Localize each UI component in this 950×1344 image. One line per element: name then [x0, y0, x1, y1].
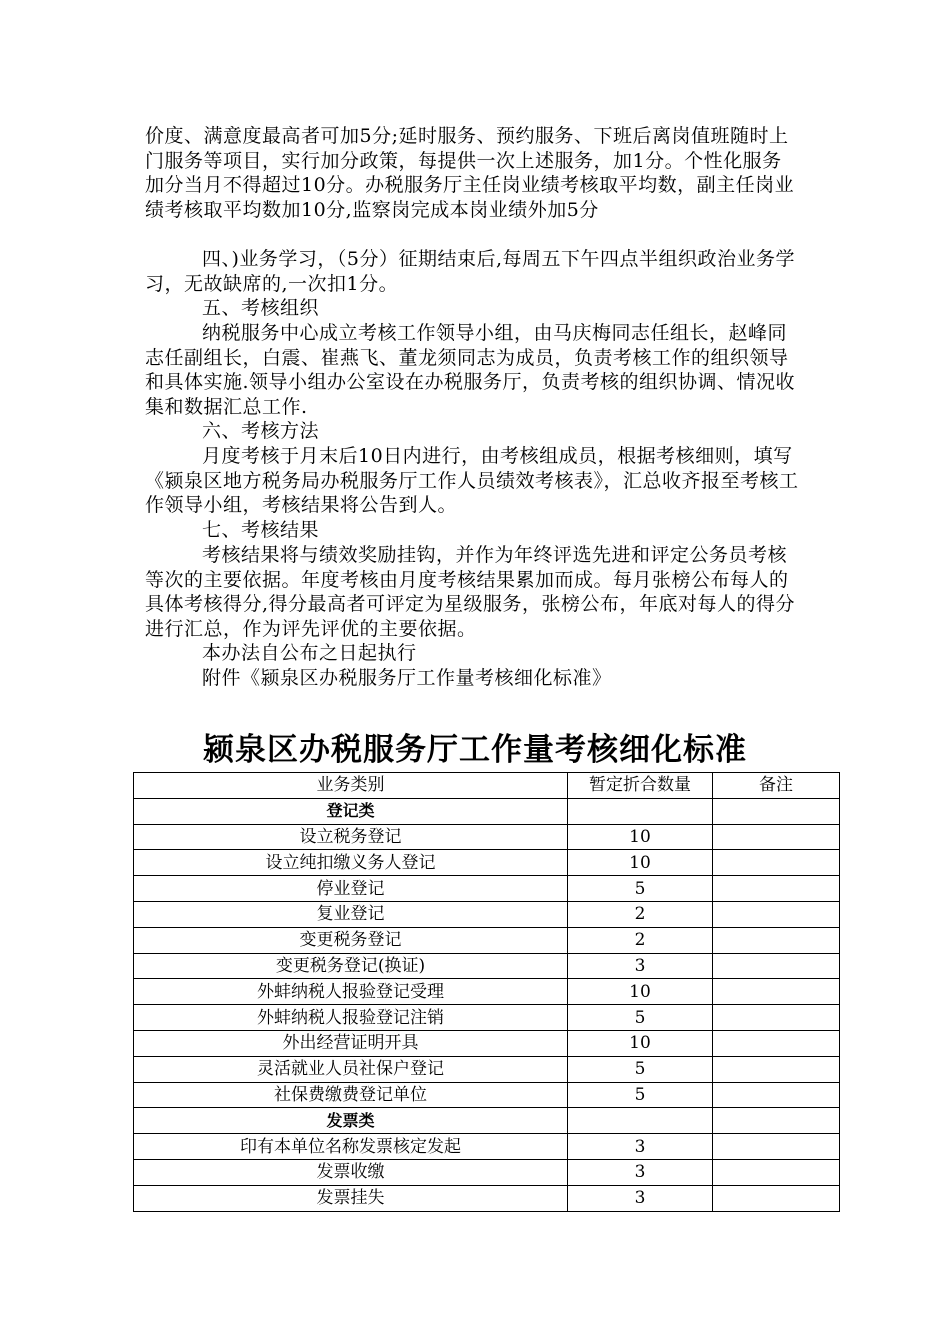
cell-category: 发票收缴: [134, 1159, 568, 1185]
cell-note: [713, 824, 840, 850]
cell-category: 印有本单位名称发票核定发起: [134, 1134, 568, 1160]
cell-note: [713, 1159, 840, 1185]
header-note: 备注: [713, 773, 840, 799]
cell-note: [713, 1082, 840, 1108]
table-row: [134, 1159, 840, 1185]
section-label: 发票类: [134, 1108, 568, 1134]
cell-note: [713, 927, 840, 953]
cell-quantity: [568, 798, 713, 824]
cell-quantity: 10: [568, 824, 713, 850]
section-heading-organization: 五、考核组织: [202, 297, 320, 319]
cell-quantity: [568, 1108, 713, 1134]
cell-quantity: 2: [568, 901, 713, 927]
cell-note: [713, 1005, 840, 1031]
cell-quantity: 3: [568, 953, 713, 979]
table-row: [134, 1056, 840, 1082]
cell-category: 变更税务登记(换证): [134, 953, 568, 979]
cell-category: 外出经营证明开具: [134, 1030, 568, 1056]
table-row: [134, 953, 840, 979]
cell-note: [713, 798, 840, 824]
cell-quantity: 3: [568, 1134, 713, 1160]
table-row: [134, 876, 840, 902]
section-label: 登记类: [134, 798, 568, 824]
cell-quantity: 3: [568, 1185, 713, 1211]
cell-note: [713, 850, 840, 876]
cell-category: 社保费缴费登记单位: [134, 1082, 568, 1108]
cell-note: [713, 1030, 840, 1056]
cell-note: [713, 901, 840, 927]
cell-note: [713, 876, 840, 902]
table-row: [134, 1185, 840, 1211]
paragraph-method: 月度考核于月末后10日内进行，由考核组成员，根据考核细则，填写《颍泉区地方税务局办税服务厅工作人员绩效考核表》，汇总收齐报至考核工作领导小组，考核结果将公告到人。: [145, 445, 799, 517]
cell-quantity: 3: [568, 1159, 713, 1185]
paragraph-organization: 纳税服务中心成立考核工作领导小组，由马庆梅同志任组长，赵峰同志任副组长，白震、崔燕飞、董龙须同志为成员，负责考核工作的组织领导和具体实施.领导小组办公室设在办税服务厅，负责考核的组织协调、情况收集和数据汇总工作.: [145, 322, 796, 418]
cell-category: 设立税务登记: [134, 824, 568, 850]
cell-category: 复业登记: [134, 901, 568, 927]
cell-quantity: 5: [568, 1005, 713, 1031]
cell-quantity: 10: [568, 850, 713, 876]
cell-quantity: 2: [568, 927, 713, 953]
cell-note: [713, 953, 840, 979]
table-row: [134, 927, 840, 953]
standards-table: [133, 772, 840, 1212]
table-title: 颍泉区办税服务厅工作量考核细化标准: [203, 732, 747, 768]
cell-category: 发票挂失: [134, 1185, 568, 1211]
cell-note: [713, 1056, 840, 1082]
cell-category: 变更税务登记: [134, 927, 568, 953]
cell-category: 外蚌纳税人报验登记注销: [134, 1005, 568, 1031]
paragraph-bonus-points: 价度、满意度最高者可加5分;延时服务、预约服务、下班后离岗值班随时上门服务等项目，实行加分政策，每提供一次上述服务，加1分。个性化服务加分当月不得超过10分。办税服务厅主任岗业绩考核取平均数，副主任岗业绩考核取平均数加10分,监察岗完成本岗业绩外加5分: [145, 125, 795, 221]
table-row: [134, 1134, 840, 1160]
table-row: [134, 850, 840, 876]
cell-quantity: 10: [568, 979, 713, 1005]
cell-note: [713, 1185, 840, 1211]
cell-category: 外蚌纳税人报验登记受理: [134, 979, 568, 1005]
table-row: [134, 1005, 840, 1031]
paragraph-attachment: 附件《颍泉区办税服务厅工作量考核细化标准》: [202, 667, 612, 689]
cell-quantity: 5: [568, 1056, 713, 1082]
paragraph-study: 四、)业务学习，（5分）征期结束后,每周五下午四点半组织政治业务学习，无故缺席的,一次扣1分。: [145, 248, 796, 295]
header-category: 业务类别: [134, 773, 568, 799]
table-row: [134, 1030, 840, 1056]
section-heading-result: 七、考核结果: [202, 519, 320, 541]
paragraph-effective: 本办法自公布之日起执行: [202, 642, 417, 664]
table-row: [134, 1082, 840, 1108]
table-header-row: [134, 773, 840, 799]
table-row: [134, 979, 840, 1005]
cell-quantity: 10: [568, 1030, 713, 1056]
cell-category: 停业登记: [134, 876, 568, 902]
table-section-row: [134, 798, 840, 824]
cell-category: 设立纯扣缴义务人登记: [134, 850, 568, 876]
table-row: [134, 901, 840, 927]
cell-note: [713, 979, 840, 1005]
cell-quantity: 5: [568, 876, 713, 902]
table-row: [134, 824, 840, 850]
header-quantity: 暂定折合数量: [568, 773, 713, 799]
cell-category: 灵活就业人员社保户登记: [134, 1056, 568, 1082]
table-section-row: [134, 1108, 840, 1134]
cell-note: [713, 1134, 840, 1160]
cell-note: [713, 1108, 840, 1134]
section-heading-method: 六、考核方法: [202, 420, 320, 442]
cell-quantity: 5: [568, 1082, 713, 1108]
paragraph-result: 考核结果将与绩效奖励挂钩，并作为年终评选先进和评定公务员考核等次的主要依据。年度考核由月度考核结果累加而成。每月张榜公布每人的具体考核得分,得分最高者可评定为星级服务，张榜公布，年底对每人的得分进行汇总，作为评先评优的主要依据。: [145, 544, 796, 640]
